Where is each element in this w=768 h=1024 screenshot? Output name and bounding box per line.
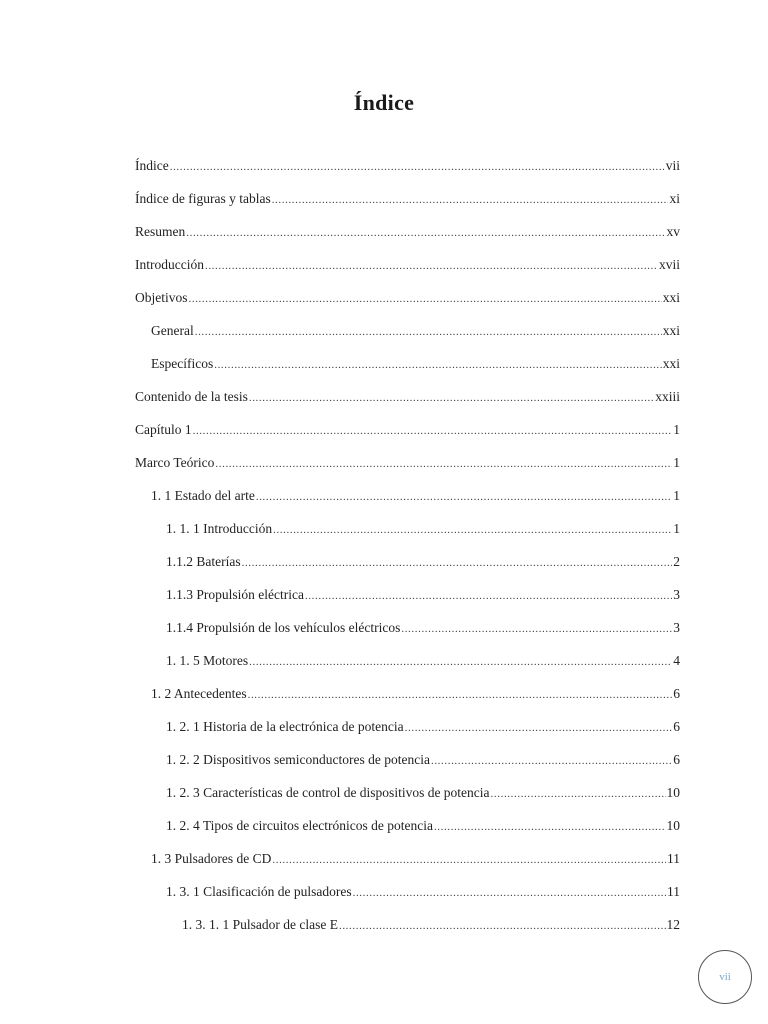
toc-entry-label: 1.1.4 Propulsión de los vehículos eléctricos — [166, 620, 401, 635]
toc-entry-page: xxi — [662, 290, 680, 305]
toc-entry-page: xxiii — [655, 389, 680, 404]
toc-entry-page: 1 — [673, 422, 680, 437]
toc-entry-page: 3 — [673, 620, 680, 635]
toc-leader — [242, 551, 673, 575]
toc-entry-label: Índice — [135, 158, 169, 173]
toc-leader — [249, 650, 672, 674]
toc-entry-page: xxi — [662, 356, 680, 371]
toc-entry[interactable] — [166, 649, 680, 673]
toc-entry-page: 6 — [673, 686, 680, 701]
toc-leader — [205, 254, 658, 278]
toc-entry-label: Resumen — [135, 224, 186, 239]
toc-entry-page: xxi — [662, 323, 680, 338]
page-number: vii — [719, 971, 731, 983]
toc-entry[interactable] — [135, 253, 680, 277]
toc-entry-label: 1. 2. 4 Tipos de circuitos electrónicos de potencia — [166, 818, 433, 833]
toc-entry-label: 1. 2. 1 Historia de la electrónica de potencia — [166, 719, 404, 734]
toc-leader — [248, 683, 673, 707]
toc-entry-page: 4 — [673, 653, 680, 668]
toc-entry-page: 11 — [667, 884, 680, 899]
toc-entry-label: 1. 3 Pulsadores de CD — [151, 851, 272, 866]
toc-entry-label: 1. 1 Estado del arte — [151, 488, 255, 503]
toc-entry-label: Capítulo 1 — [135, 422, 192, 437]
toc-entry-label: 1.1.3 Propulsión eléctrica — [166, 587, 304, 602]
toc-entry-label: 1. 3. 1 Clasificación de pulsadores — [166, 884, 352, 899]
toc-entry-page: 10 — [666, 785, 680, 800]
toc-entry[interactable] — [166, 616, 680, 640]
toc-entry[interactable] — [135, 154, 680, 178]
toc-entry[interactable] — [151, 319, 680, 343]
toc-entry[interactable] — [166, 715, 680, 739]
toc-entry[interactable] — [182, 913, 680, 937]
toc-entry-label: Introducción — [135, 257, 204, 272]
toc-entry[interactable] — [166, 880, 680, 904]
toc-entry[interactable] — [166, 517, 680, 541]
toc-entry-label: General — [151, 323, 194, 338]
toc-entry-label: 1. 3. 1. 1 Pulsador de clase E — [182, 917, 338, 932]
toc-entry-page: 6 — [673, 719, 680, 734]
toc-entry-page: xi — [669, 191, 680, 206]
toc-entry-label: 1. 1. 1 Introducción — [166, 521, 273, 536]
toc-entry[interactable] — [166, 814, 680, 838]
toc-leader — [256, 485, 672, 509]
toc-entry[interactable] — [135, 385, 680, 409]
toc-entry[interactable] — [135, 418, 680, 442]
toc-entry[interactable] — [151, 484, 680, 508]
toc-leader — [491, 782, 666, 806]
toc-entry-page: 3 — [673, 587, 680, 602]
toc-entry-page: xv — [666, 224, 680, 239]
toc-entry-page: vii — [665, 158, 680, 173]
toc-leader — [272, 848, 666, 872]
toc-entry-page: 1 — [673, 488, 680, 503]
toc-entry[interactable] — [166, 550, 680, 574]
toc-leader — [170, 155, 665, 179]
toc-leader — [186, 221, 665, 245]
toc-entry-label: Índice de figuras y tablas — [135, 191, 271, 206]
toc-leader — [339, 914, 666, 938]
toc-entry-page: 6 — [673, 752, 680, 767]
toc-entry-page: 10 — [666, 818, 680, 833]
page-number-badge — [698, 950, 752, 1004]
toc-leader — [189, 287, 662, 311]
toc-entry-label: 1. 1. 5 Motores — [166, 653, 249, 668]
toc-entry-label: Marco Teórico — [135, 455, 215, 470]
toc-leader — [249, 386, 654, 410]
toc-leader — [305, 584, 672, 608]
toc-entry-page: 1 — [673, 455, 680, 470]
toc-leader — [431, 749, 672, 773]
toc-entry[interactable] — [135, 187, 680, 211]
toc-entry-page: 11 — [667, 851, 680, 866]
toc-entry-label: 1.1.2 Baterías — [166, 554, 241, 569]
toc-entry[interactable] — [151, 682, 680, 706]
toc-entry-label: Específicos — [151, 356, 214, 371]
toc-leader — [434, 815, 666, 839]
toc-entry[interactable] — [151, 847, 680, 871]
toc-entry[interactable] — [135, 286, 680, 310]
toc-entry[interactable] — [166, 583, 680, 607]
toc-entry-page: xvii — [658, 257, 680, 272]
toc-entry-page: 12 — [666, 917, 680, 932]
toc-leader — [215, 452, 672, 476]
toc-leader — [195, 320, 662, 344]
toc-leader — [401, 617, 672, 641]
toc-entry-label: 1. 2. 3 Características de control de dispositivos de potencia — [166, 785, 490, 800]
toc-leader — [353, 881, 666, 905]
toc-entry-page: 2 — [673, 554, 680, 569]
toc-entry-label: 1. 2 Antecedentes — [151, 686, 247, 701]
toc-entry[interactable] — [135, 220, 680, 244]
toc-entry[interactable] — [166, 748, 680, 772]
toc-entry[interactable] — [166, 781, 680, 805]
toc-leader — [273, 518, 672, 542]
toc-leader — [214, 353, 662, 377]
toc-leader — [272, 188, 669, 212]
toc-leader — [193, 419, 673, 443]
page-title: Índice — [353, 90, 415, 115]
toc-leader — [405, 716, 673, 740]
toc-entry-label: Objetivos — [135, 290, 188, 305]
toc-entry[interactable] — [151, 352, 680, 376]
toc-entry-label: Contenido de la tesis — [135, 389, 248, 404]
toc-entry-label: 1. 2. 2 Dispositivos semiconductores de potencia — [166, 752, 430, 767]
toc-entry-page: 1 — [673, 521, 680, 536]
toc-entry[interactable] — [135, 451, 680, 475]
